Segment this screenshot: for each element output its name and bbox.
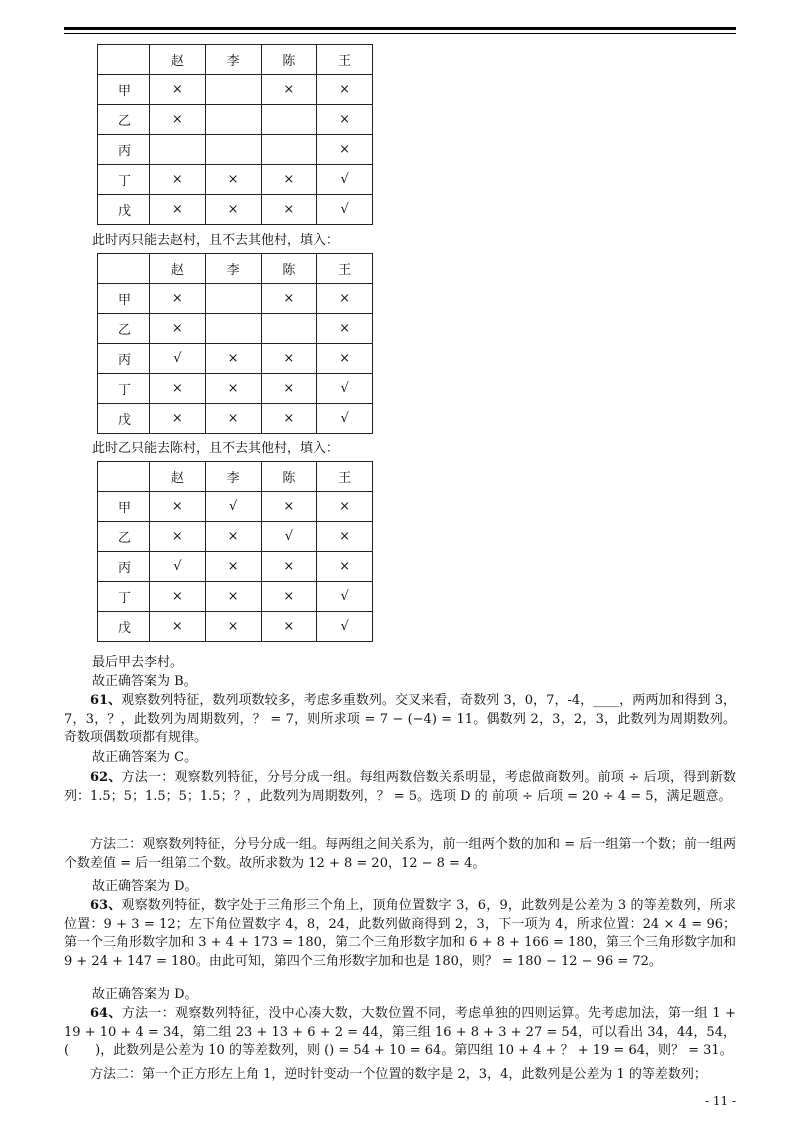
table-cell: × (150, 404, 206, 434)
corner-cell (98, 462, 150, 492)
row-label: 乙 (98, 105, 150, 135)
header-rule-thick (64, 27, 736, 30)
column-header: 李 (205, 45, 261, 75)
table-cell: × (317, 105, 373, 135)
table-cell (150, 135, 206, 165)
table-cell (205, 135, 261, 165)
row-label: 戊 (98, 612, 150, 642)
table-row (98, 374, 373, 404)
column-header: 陈 (261, 462, 317, 492)
corner-cell (98, 254, 150, 284)
question-number: 62、 (90, 770, 122, 785)
row-label: 戊 (98, 195, 150, 225)
question-text: 方法一：观察数列特征，没中心凑大数，大数位置不同，考虑单独的四则运算。先考虑加法，第一组 1 + 19 + 10 + 4 = 34，第二组 23 + 13 + 6 + 2 = 44，第三组 16 + 8 + 3 + 27 = 54，可以看出 34，44，54，( )，此数列是公差为 10 的等差数列，则 () = 54 + 10 = 64。第四组 10 + 4 + ？ + 19 = 64，则？ = 31。 (64, 1006, 737, 1058)
table-cell: √ (317, 404, 373, 434)
table-header-row (98, 462, 373, 492)
table-header-row (98, 45, 373, 75)
table-row (98, 195, 373, 225)
row-label: 甲 (98, 492, 150, 522)
table-cell: × (205, 552, 261, 582)
table-cell: × (150, 75, 206, 105)
table-cell: × (317, 492, 373, 522)
table-cell: × (317, 75, 373, 105)
table-cell: × (205, 404, 261, 434)
table-cell: × (261, 374, 317, 404)
table-cell: √ (317, 165, 373, 195)
row-label: 丙 (98, 552, 150, 582)
table-row (98, 552, 373, 582)
table-2-caption: 此时丙只能去赵村，且不去其他村，填入： (92, 233, 340, 248)
row-label: 乙 (98, 314, 150, 344)
row-label: 甲 (98, 75, 150, 105)
table-cell (261, 314, 317, 344)
table-row (98, 314, 373, 344)
table-cell (205, 105, 261, 135)
question-text: 方法一：观察数列特征，分号分成一组。每组两数倍数关系明显，考虑做商数列。前项 ÷ 后项，得到新数列：1.5；5；1.5；5；1.5；？，此数列为周期数列，？ = 5。选项 D 的 前项 ÷ 后项 = 20 ÷ 4 = 5，满足题意。 (64, 770, 736, 804)
table-cell: √ (205, 492, 261, 522)
page-number: - 11 - (704, 1094, 736, 1108)
answer-line: 故正确答案为 B。 (92, 674, 197, 689)
question-text: 方法二：观察数列特征，分号分成一组。每两组之间关系为，前一组两个数的加和 = 后一组第一个数；前一组两个数差值 = 后一组第二个数。故所求数为 12 + 8 = 20，12 − 8 = 4。 (64, 837, 736, 871)
column-header: 王 (317, 45, 373, 75)
table-cell: × (150, 492, 206, 522)
table-cell: √ (317, 582, 373, 612)
table-cell: × (317, 135, 373, 165)
question-number: 61、 (90, 693, 122, 708)
table-cell: √ (317, 195, 373, 225)
table-cell: × (205, 612, 261, 642)
table-cell: × (150, 582, 206, 612)
table-cell: × (205, 195, 261, 225)
table-row (98, 284, 373, 314)
question-62-method-1 (64, 769, 736, 806)
table-header-row (98, 254, 373, 284)
row-label: 乙 (98, 522, 150, 552)
final-statement: 最后甲去李村。 (92, 655, 184, 670)
question-64-method-2 (64, 1066, 736, 1085)
table-cell (205, 314, 261, 344)
table-cell: × (150, 314, 206, 344)
table-cell: × (317, 314, 373, 344)
column-header: 陈 (261, 254, 317, 284)
answer-line: 故正确答案为 D。 (92, 987, 198, 1002)
table-cell: √ (261, 522, 317, 552)
table-cell: √ (317, 374, 373, 404)
table-cell: √ (150, 344, 206, 374)
column-header: 王 (317, 462, 373, 492)
table-cell: × (317, 284, 373, 314)
table-cell: × (150, 105, 206, 135)
question-63 (64, 897, 736, 971)
question-61 (64, 692, 736, 748)
question-text: 观察数列特征，数列项数较多，考虑多重数列。交叉来看，奇数列 3，0，7，-4，____，两两加和得到 3，7，3，？，此数列为周期数列，？ = 7，则所求项 = 7 − (−4) = 11。偶数列 2，3，2，3，此数列为周期数列。奇数项偶数项都有规律。 (64, 693, 736, 745)
table-cell: × (205, 522, 261, 552)
table-cell (205, 284, 261, 314)
column-header: 赵 (150, 45, 206, 75)
table-cell: × (261, 75, 317, 105)
question-64-method-1 (64, 1005, 736, 1061)
table-cell (261, 105, 317, 135)
column-header: 赵 (150, 254, 206, 284)
table-cell: × (205, 374, 261, 404)
row-label: 丁 (98, 582, 150, 612)
column-header: 李 (205, 254, 261, 284)
table-3-caption: 此时乙只能去陈村，且不去其他村，填入： (92, 441, 340, 456)
table-cell: × (205, 582, 261, 612)
answer-line: 故正确答案为 D。 (92, 879, 198, 894)
table-cell: × (261, 552, 317, 582)
column-header: 陈 (261, 45, 317, 75)
table-cell: × (317, 522, 373, 552)
table-cell: × (150, 612, 206, 642)
assignment-table-3 (97, 461, 373, 642)
table-cell: × (150, 195, 206, 225)
column-header: 李 (205, 462, 261, 492)
answer-line: 故正确答案为 C。 (92, 750, 198, 765)
table-cell: × (261, 195, 317, 225)
table-row (98, 165, 373, 195)
question-number: 63、 (90, 898, 122, 913)
table-cell: × (317, 552, 373, 582)
table-row (98, 404, 373, 434)
question-text: 方法二：第一个正方形左上角 1，逆时针变动一个位置的数字是 2，3，4，此数列是公差为 1 的等差数列； (90, 1067, 707, 1082)
column-header: 王 (317, 254, 373, 284)
question-text: 观察数列特征，数字处于三角形三个角上，顶角位置数字 3，6，9，此数列是公差为 3 的等差数列，所求位置：9 + 3 = 12；左下角位置数字 4，8，24，此数列做商得到 2，3，下一项为 4，所求位置：24 × 4 = 96；第一个三角形数字加和 3 + 4 + 173 = 180，第二个三角形数字加和 6 + 8 + 166 = 180，第三个三角形数字加和 9 + 24 + 147 = 180。由此可知，第四个三角形数字加和也是 180，则？ = 180 − 12 − 96 = 72。 (64, 898, 737, 969)
table-cell: √ (317, 612, 373, 642)
table-row (98, 582, 373, 612)
table-row (98, 612, 373, 642)
table-cell: × (205, 165, 261, 195)
table-cell: × (317, 344, 373, 374)
table-cell: × (261, 582, 317, 612)
table-cell: × (150, 522, 206, 552)
row-label: 丁 (98, 165, 150, 195)
table-row (98, 492, 373, 522)
table-row (98, 105, 373, 135)
table-cell: × (261, 492, 317, 522)
table-cell: √ (150, 552, 206, 582)
table-row (98, 522, 373, 552)
table-cell: × (261, 404, 317, 434)
row-label: 丁 (98, 374, 150, 404)
column-header: 赵 (150, 462, 206, 492)
row-label: 甲 (98, 284, 150, 314)
question-number: 64、 (90, 1006, 122, 1021)
table-cell: × (261, 612, 317, 642)
table-cell: × (261, 284, 317, 314)
table-row (98, 344, 373, 374)
header-rule-thin (64, 33, 736, 34)
table-cell: × (150, 284, 206, 314)
question-62-method-2 (64, 836, 736, 873)
table-cell: × (261, 344, 317, 374)
table-cell: × (150, 165, 206, 195)
assignment-table-1 (97, 44, 373, 225)
table-row (98, 135, 373, 165)
row-label: 丙 (98, 344, 150, 374)
table-cell: × (150, 374, 206, 404)
row-label: 丙 (98, 135, 150, 165)
table-cell: × (261, 165, 317, 195)
table-cell (261, 135, 317, 165)
table-cell (205, 75, 261, 105)
table-row (98, 75, 373, 105)
table-cell: × (205, 344, 261, 374)
corner-cell (98, 45, 150, 75)
row-label: 戊 (98, 404, 150, 434)
assignment-table-2 (97, 253, 373, 434)
